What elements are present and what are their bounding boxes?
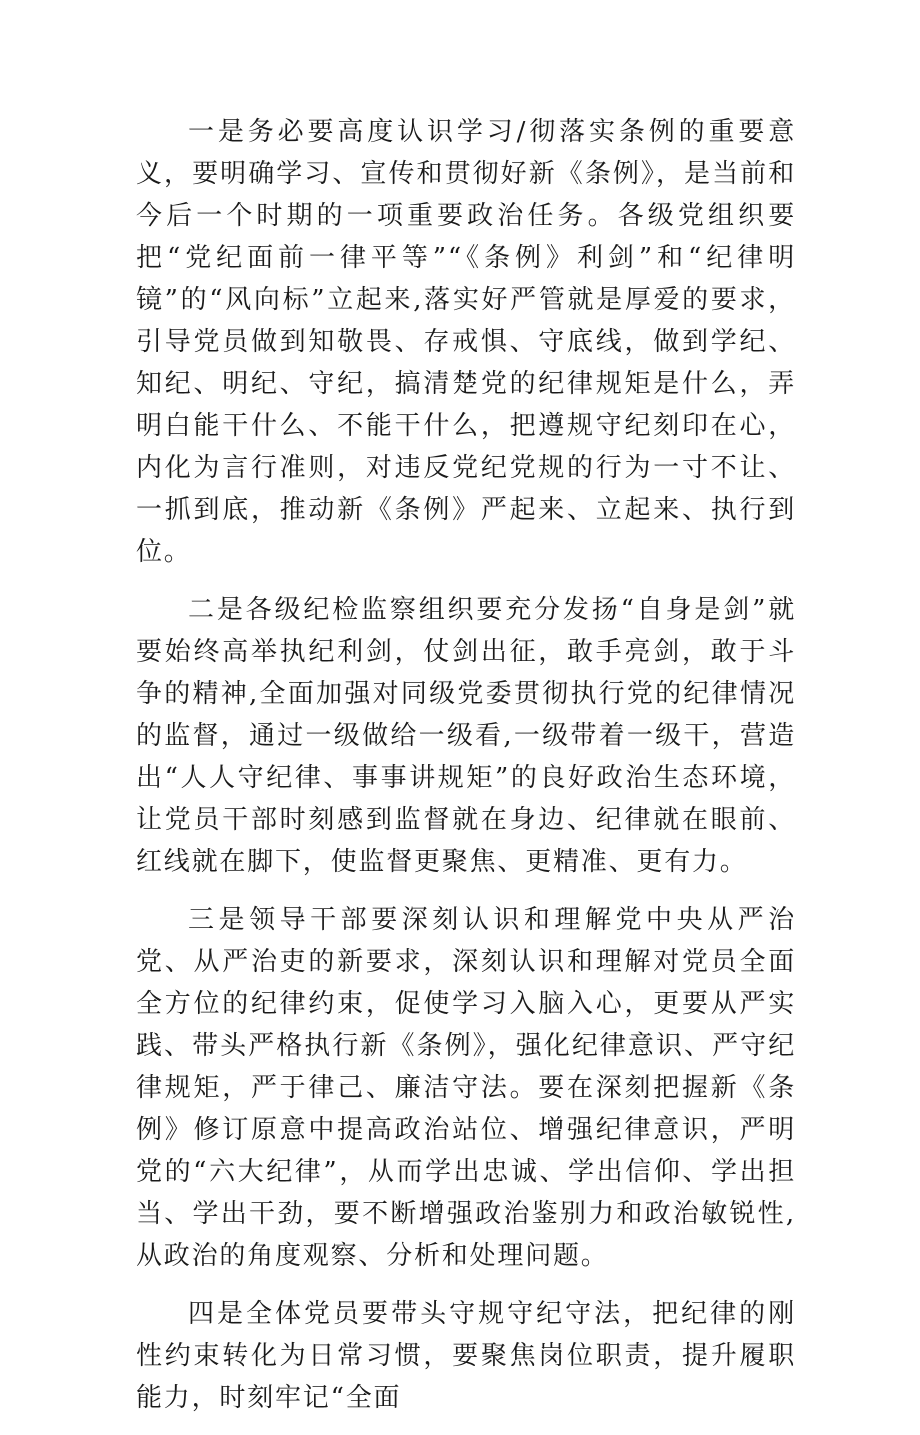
paragraph-3: 三是领导干部要深刻认识和理解党中央从严治党、从严治吏的新要求，深刻认识和理解对党员全面全方位的纪律约束，促使学习入脑入心，更要从严实践、带头严格执行新《条例》，强化纪律意识、严守纪律规矩，严于律己、廉洁守法。要在深刻把握新《条例》修订原意中提高政治站位、增强纪律意识，严明党的“六大纪律”，从而学出忠诚、学出信仰、学出担当、学出干劲，要不断增强政治鉴别力和政治敏锐性,从政治的角度观察、分析和处理问题。 (136, 905, 796, 1271)
paragraph-1: 一是务必要高度认识学习/彻落实条例的重要意义，要明确学习、宣传和贯彻好新《条例》，是当前和今后一个时期的一项重要政治任务。各级党组织要把“党纪面前一律平等”“《条例》利剑”和“纪律明镜”的“风向标”立起来,落实好严管就是厚爱的要求，引导党员做到知敬畏、存戒惧、守底线，做到学纪、知纪、明纪、守纪，搞清楚党的纪律规矩是什么，弄明白能干什么、不能干什么，把遵规守纪刻印在心，内化为言行准则，对违反党纪党规的行为一寸不让、一抓到底，推动新《条例》严起来、立起来、执行到位。 (136, 117, 796, 567)
paragraph-2: 二是各级纪检监察组织要充分发扬“自身是剑”就要始终高举执纪利剑，仗剑出征，敢手亮剑，敢于斗争的精神,全面加强对同级党委贯彻执行党的纪律情况的监督，通过一级做给一级看,一级带着一级干，营造出“人人守纪律、事事讲规矩”的良好政治生态环境，让党员干部时刻感到监督就在身边、纪律就在眼前、红线就在脚下，使监督更聚焦、更精准、更有力。 (136, 595, 796, 877)
paragraph-4: 四是全体党员要带头守规守纪守法，把纪律的刚性约束转化为日常习惯，要聚焦岗位职责，提升履职能力，时刻牢记“全面 (136, 1299, 796, 1413)
document-body (136, 111, 796, 1435)
